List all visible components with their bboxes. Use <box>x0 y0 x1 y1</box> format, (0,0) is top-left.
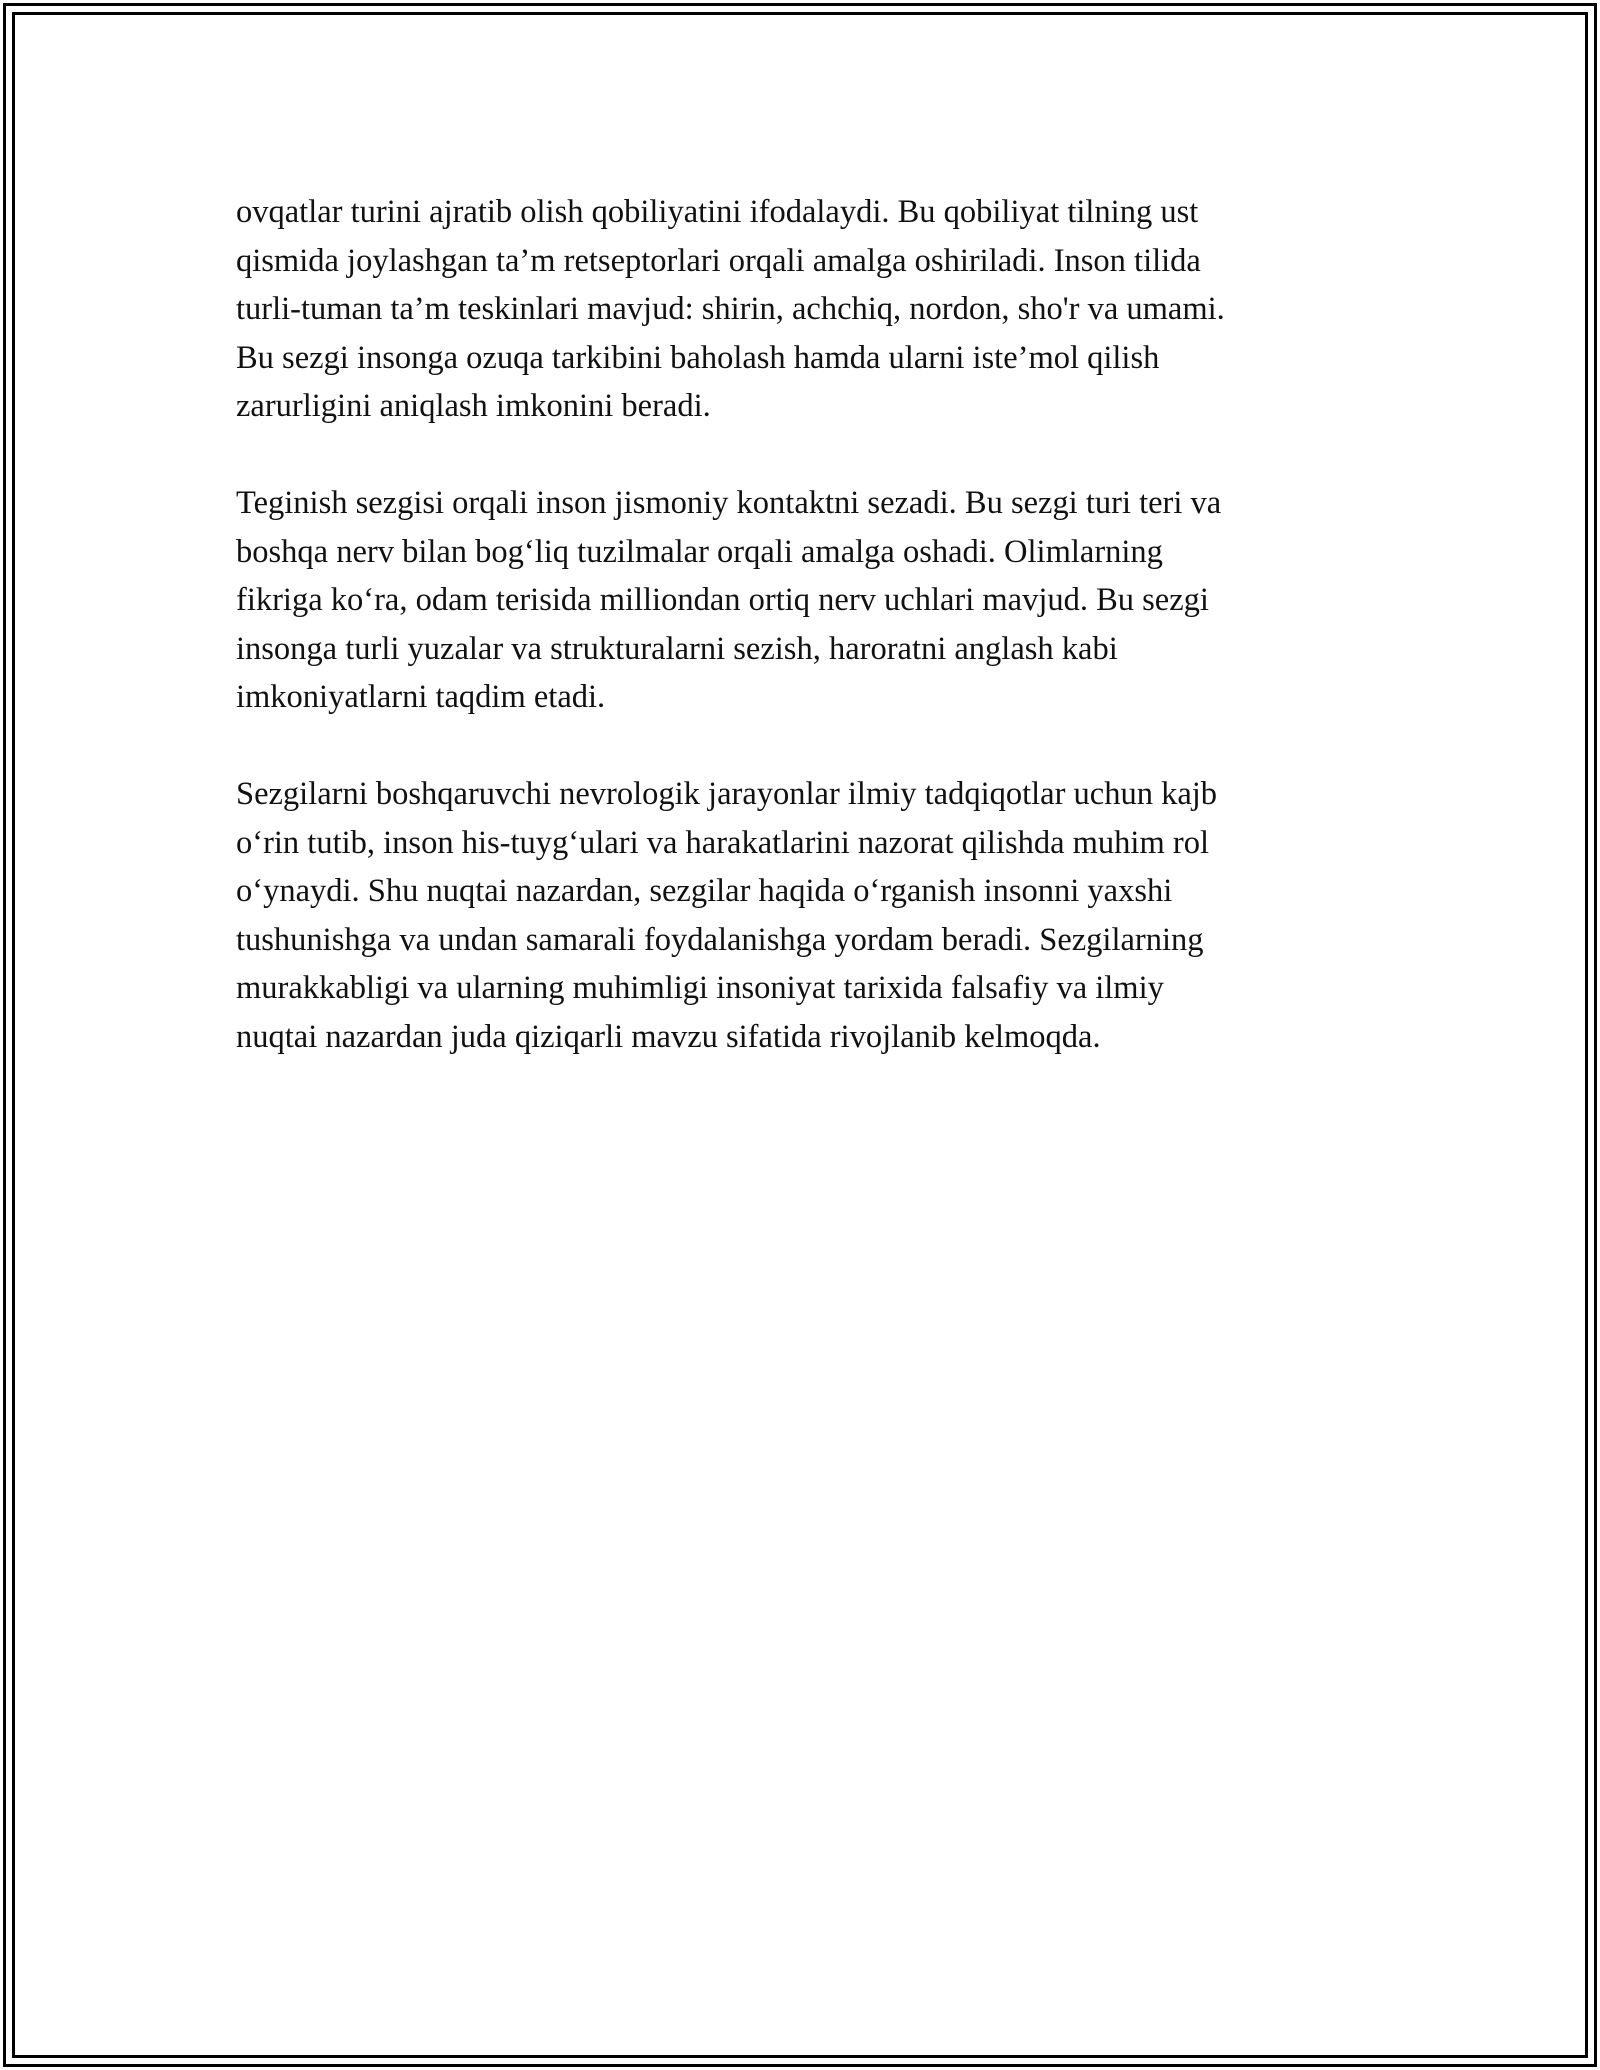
text-line: Teginish sezgisi orqali inson jismoniy kontaktni sezadi. Bu sezgi turi teri va <box>236 485 1222 521</box>
text-line: tushunishga va undan samarali foydalanishga yordam beradi. Sezgilarning <box>236 921 1204 958</box>
text-line: insonga turli yuzalar va strukturalarni sezish, haroratni anglash kabi <box>236 630 1118 667</box>
text-line: turli-tuman ta’m teskinlari mavjud: shirin, achchiq, nordon, sho'r va umami. <box>236 291 1225 327</box>
text-line: o‘ynaydi. Shu nuqtai nazardan, sezgilar haqida o‘rganish insonni yaxshi <box>236 873 1173 909</box>
text-line: boshqa nerv bilan bog‘liq tuzilmalar orqali amalga oshadi. Olimlarning <box>236 533 1163 570</box>
paragraph-touch <box>236 479 1366 722</box>
document-body <box>236 188 1366 1110</box>
text-line: qismida joylashgan ta’m retseptorlari orqali amalga oshiriladi. Inson tilida <box>236 242 1201 279</box>
text-line: ovqatlar turini ajratib olish qobiliyatini ifodalaydi. Bu qobiliyat tilning ust <box>236 194 1199 230</box>
text-line: zarurligini aniqlash imkonini beradi. <box>236 388 711 424</box>
text-line: Bu sezgi insonga ozuqa tarkibini baholash hamda ularni iste’mol qilish <box>236 339 1160 376</box>
paragraph-taste <box>236 188 1366 431</box>
text-line: murakkabligi va ularning muhimligi insoniyat tarixida falsafiy va ilmiy <box>236 970 1164 1006</box>
text-line: imkoniyatlarni taqdim etadi. <box>236 679 606 715</box>
text-line: Sezgilarni boshqaruvchi nevrologik jarayonlar ilmiy tadqiqotlar uchun kajb <box>236 776 1218 812</box>
paragraph-neurology <box>236 770 1366 1061</box>
text-line: nuqtai nazardan juda qiziqarli mavzu sifatida rivojlanib kelmoqda. <box>236 1018 1101 1055</box>
text-line: fikriga ko‘ra, odam terisida milliondan ortiq nerv uchlari mavjud. Bu sezgi <box>236 582 1209 618</box>
text-line: o‘rin tutib, inson his-tuyg‘ulari va harakatlarini nazorat qilishda muhim rol <box>236 824 1209 861</box>
